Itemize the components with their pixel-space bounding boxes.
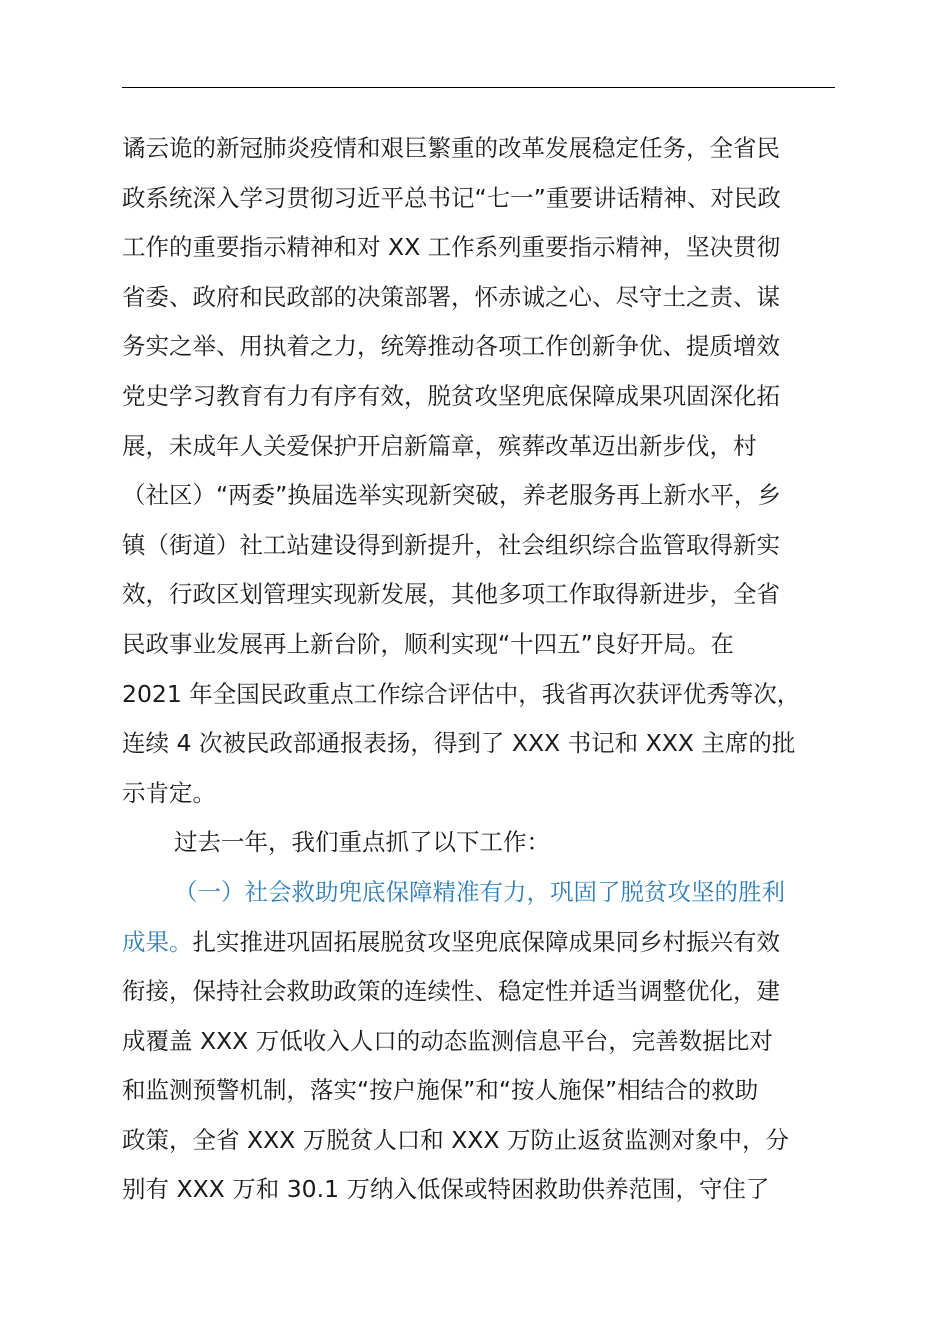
body-line: 展，未成年人关爱保护开启新篇章，殡葬改革迈出新步伐，村 (122, 431, 757, 460)
section-body-line: 政策，全省 XXX 万脱贫人口和 XXX 万防止返贫监测对象中，分 (122, 1125, 789, 1154)
body-line: 省委、政府和民政部的决策部署，怀赤诚之心、尽守土之责、谋 (122, 282, 780, 311)
intro-paragraph: 过去一年，我们重点抓了以下工作： (174, 828, 550, 857)
body-line: 政系统深入学习贯彻习近平总书记“七一”重要讲话精神、对民政 (122, 183, 781, 212)
body-line: （社区）“两委”换届选举实现新突破，养老服务再上新水平，乡 (122, 481, 781, 510)
section-body-line: 衔接，保持社会救助政策的连续性、稳定性并适当调整优化，建 (122, 977, 780, 1006)
body-line: 连续 4 次被民政部通报表扬，得到了 XXX 书记和 XXX 主席的批 (122, 729, 796, 758)
body-line: 党史学习教育有力有序有效，脱贫攻坚兜底保障成果巩固深化拓 (122, 381, 780, 410)
header-rule (122, 87, 835, 88)
document-body (122, 124, 838, 1215)
section-body-line: 和监测预警机制，落实“按户施保”和“按人施保”相结合的救助 (122, 1076, 759, 1105)
section-body-start: 扎实推进巩固拓展脱贫攻坚兜底保障成果同乡村振兴有效 (192, 927, 780, 956)
section-heading-end: 成果。 (122, 927, 193, 956)
body-line: 谲云诡的新冠肺炎疫情和艰巨繁重的改革发展稳定任务，全省民 (122, 134, 780, 162)
body-line: 务实之举、用执着之力，统筹推动各项工作创新争优、提质增效 (122, 332, 780, 361)
section-body-line: 别有 XXX 万和 30.1 万纳入低保或特困救助供养范围，守住了 (122, 1175, 770, 1204)
body-line: 2021 年全国民政重点工作综合评估中，我省再次获评优秀等次， (122, 679, 801, 708)
body-line: 民政事业发展再上新台阶，顺利实现“十四五”良好开局。在 (122, 629, 734, 658)
section-heading-continued (122, 918, 838, 968)
body-line: 示肯定。 (122, 778, 216, 807)
section-body-line: 成覆盖 XXX 万低收入人口的动态监测信息平台，完善数据比对 (122, 1026, 773, 1055)
body-line: 效，行政区划管理实现新发展，其他多项工作取得新进步，全省 (122, 580, 780, 609)
section-heading: （一）社会救助兜底保障精准有力，巩固了脱贫攻坚的胜利 (174, 877, 785, 906)
body-line: 工作的重要指示精神和对 XX 工作系列重要指示精神，坚决贯彻 (122, 233, 781, 262)
body-line: 镇（街道）社工站建设得到新提升，社会组织综合监管取得新实 (122, 530, 780, 559)
